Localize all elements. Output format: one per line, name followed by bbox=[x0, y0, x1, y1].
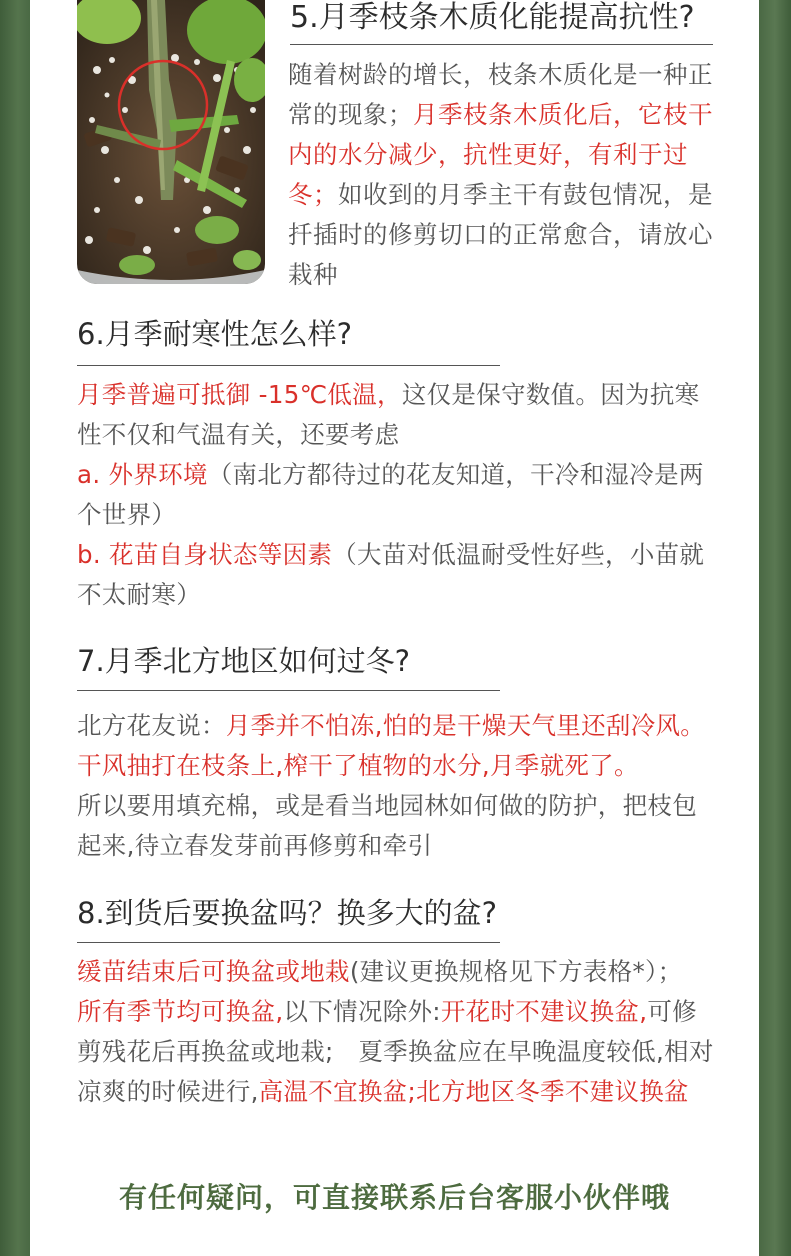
section-6-divider bbox=[77, 365, 500, 366]
section-6-item-a-label: a. 外界环境 bbox=[77, 460, 208, 489]
section-5-highlight: 月季枝条木质化后，它枝干内的水分减少，抗性更好，有利于过冬； bbox=[288, 100, 713, 209]
section-7-para-1 bbox=[77, 706, 717, 786]
section-7-text-1: 北方花友说： bbox=[77, 711, 226, 740]
section-6-text: 这仅是保守数值。因为抗寒性不仅和气温有关，还要考虑 bbox=[77, 380, 700, 449]
section-7-divider bbox=[77, 690, 500, 691]
section-5-text-1: 随着树龄的增长，枝条木质化是一种正常的现象； bbox=[288, 60, 713, 129]
section-8-highlight-2: 所有季节均可换盆, bbox=[77, 997, 284, 1026]
section-8-text-1: (建议更换规格见下方表格*）； bbox=[349, 957, 683, 986]
section-6-body bbox=[77, 375, 717, 615]
section-7-highlight: 月季并不怕冻,怕的是干燥天气里还刮冷风。干风抽打在枝条上,榨干了植物的水分,月季就死了。 bbox=[77, 711, 706, 780]
section-6-highlight: 月季普遍可抵御 -15℃低温， bbox=[77, 380, 402, 409]
section-8-text-2: 以下情况除外: bbox=[283, 997, 441, 1026]
content-panel bbox=[30, 0, 759, 1256]
section-8-highlight-5: 北方地区冬季不建议换盆 bbox=[416, 1077, 689, 1106]
section-5-divider bbox=[290, 44, 713, 45]
left-green-border bbox=[0, 0, 30, 1256]
section-8-highlight-4: 高温不宜换盆; bbox=[258, 1077, 417, 1106]
footer-contact-note: 有任何疑问，可直接联系后台客服小伙伴哦 bbox=[118, 1181, 670, 1214]
section-6-item-b bbox=[77, 535, 717, 615]
section-6-title: 6.月季耐寒性怎么样? bbox=[77, 317, 353, 351]
section-6-item-a-text: （南北方都待过的花友知道，干冷和湿冷是两个世界） bbox=[77, 460, 704, 529]
section-8-title: 8.到货后要换盆吗？换多大的盆? bbox=[77, 896, 498, 930]
section-8-highlight-3: 开花时不建议换盆, bbox=[440, 997, 648, 1026]
rose-stem-photo bbox=[77, 0, 265, 284]
section-8-highlight-1: 缓苗结束后可换盆或地栽 bbox=[77, 957, 350, 986]
right-green-border bbox=[759, 0, 791, 1256]
section-7-para-2: 所以要用填充棉，或是看当地园林如何做的防护，把枝包起来,待立春发芽前再修剪和牵引 bbox=[77, 791, 697, 860]
section-7-body bbox=[77, 706, 717, 866]
section-6-item-a bbox=[77, 455, 717, 535]
section-5-text-2: 如收到的月季主干有鼓包情况，是扦插时的修剪切口的正常愈合，请放心栽种 bbox=[288, 180, 713, 289]
section-6-item-b-text: （大苗对低温耐受性好些，小苗就不太耐寒） bbox=[77, 540, 705, 609]
section-5-title: 5.月季枝条木质化能提高抗性? bbox=[290, 0, 695, 35]
section-8-text-3: 可修剪残花后再换盆或地栽; 夏季换盆应在早晚温度较低,相对凉爽的时候进行, bbox=[77, 997, 714, 1106]
section-6-item-b-label: b. 花苗自身状态等因素 bbox=[77, 540, 333, 569]
rose-stem-illustration bbox=[77, 0, 265, 284]
section-8-body bbox=[77, 952, 717, 1112]
section-8-divider bbox=[77, 942, 500, 943]
section-7-title: 7.月季北方地区如何过冬? bbox=[77, 644, 411, 678]
section-6-intro bbox=[77, 375, 717, 455]
section-5-body bbox=[288, 55, 716, 295]
